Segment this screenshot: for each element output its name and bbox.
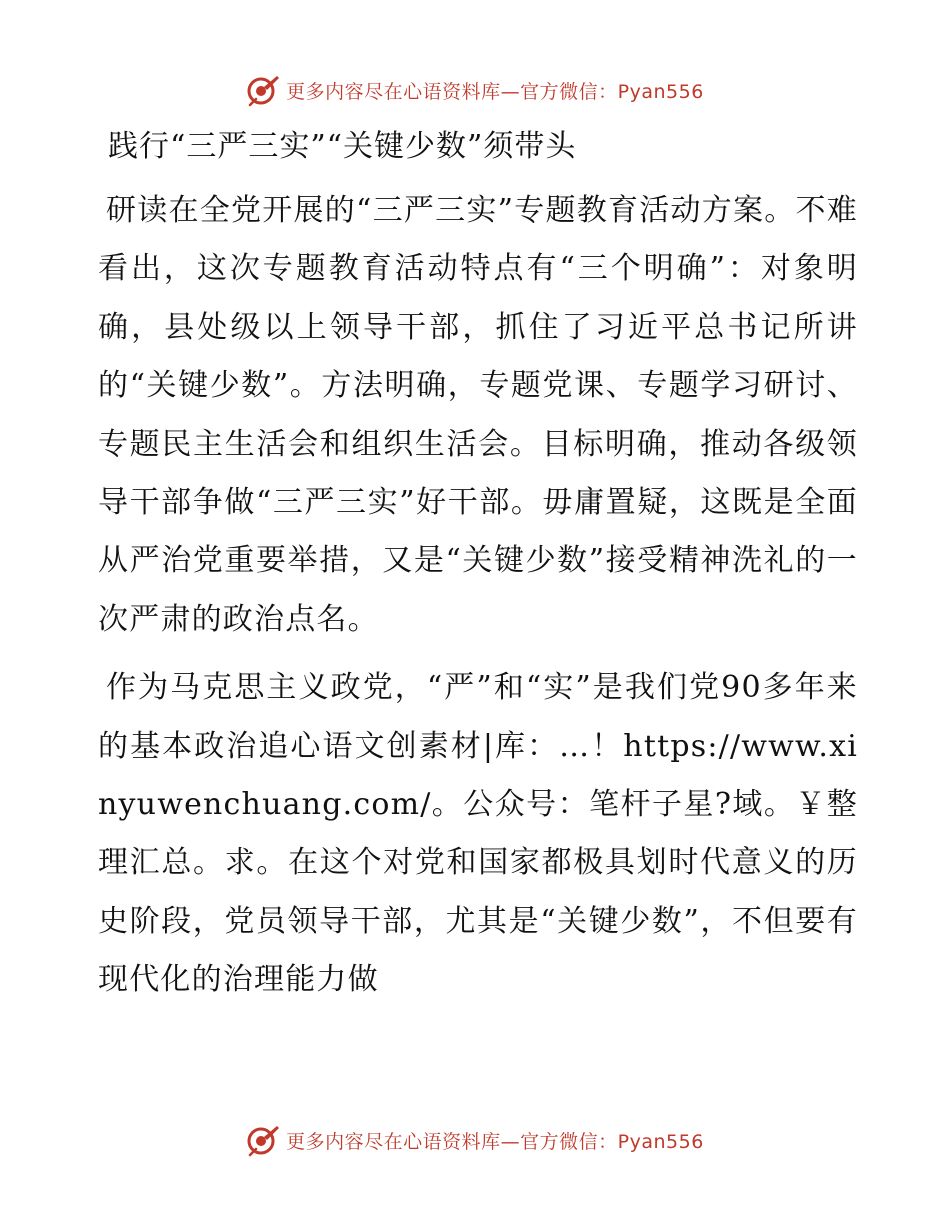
watermark-text: 更多内容尽在心语资料库—官方微信：Pyan556 xyxy=(286,80,704,103)
footer-watermark-banner xyxy=(0,1120,950,1160)
document-title: 践行“三严三实”“关键少数”须带头 xyxy=(108,129,577,164)
paragraph-1: 研读在全党开展的“三严三实”专题教育活动方案。不难看出，这次专题教育活动特点有“三个明确”：对象明确，县处级以上领导干部，抓住了习近平总书记所讲的“关键少数”。方法明确，专题党课、专题学习研讨、专题民主生活会和组织生活会。目标明确，推动各级领导干部争做“三严三实”好干部。毋庸置疑，这既是全面从严治党重要举措，又是“关键少数”接受精神洗礼的一次严肃的政治点名。 xyxy=(98,193,858,637)
watermark-text: 更多内容尽在心语资料库—官方微信：Pyan556 xyxy=(286,1130,704,1153)
header-watermark-banner xyxy=(0,70,950,110)
paragraph-2: 作为马克思主义政党，“严”和“实”是我们党90多年来的基本政治追心语文创素材|库：…！https://www.xinyuwenchuang.com/。公众号：笔杆子星?域。￥整理汇总。求。在这个对党和国家都极具划时代意义的历史阶段，党员领导干部，尤其是“关键少数”，不但要有现代化的治理能力做 xyxy=(98,670,858,998)
pen-circle-logo-icon xyxy=(246,1123,280,1157)
pen-circle-logo-icon xyxy=(246,73,280,107)
document-body xyxy=(98,122,858,1020)
